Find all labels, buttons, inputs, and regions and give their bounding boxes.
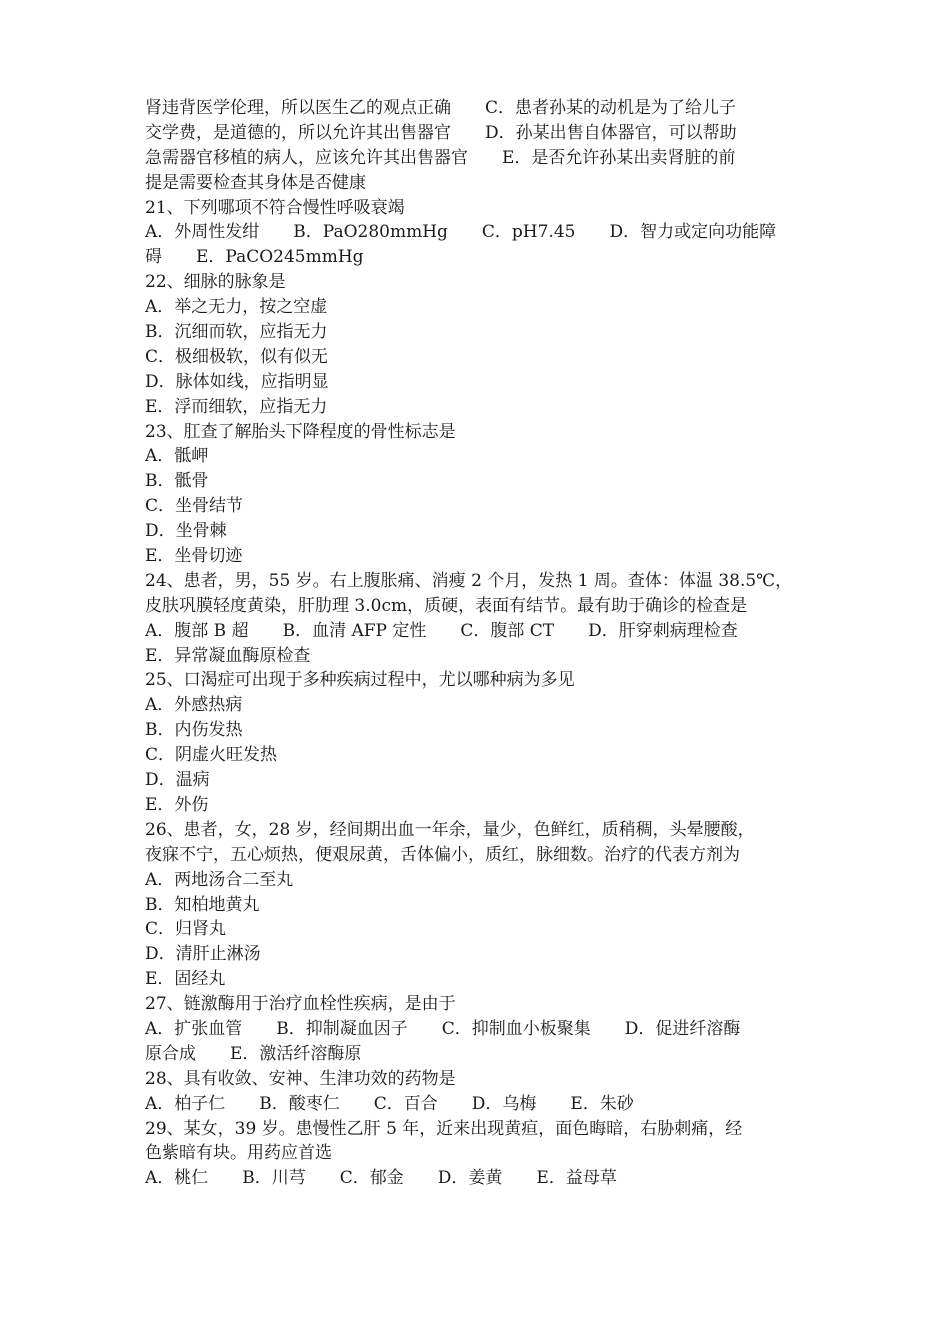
- question-25-stem: 25、口渴症可出现于多种疾病过程中，尤以哪种病为多见: [145, 670, 575, 691]
- text-line: 提是需要检查其身体是否健康: [145, 172, 366, 193]
- question-22-option-e: E．浮而细软，应指无力: [145, 396, 328, 417]
- question-23-option-b: B．骶骨: [145, 471, 209, 492]
- question-22-option-b: B．沉细而软，应指无力: [145, 322, 328, 343]
- question-text-block: [145, 96, 817, 1191]
- question-25-option-c: C．阴虚火旺发热: [145, 745, 278, 766]
- question-24-options: E．异常凝血酶原检查: [145, 645, 311, 666]
- question-22-option-c: C．极细极软，似有似无: [145, 346, 329, 367]
- question-23-option-a: A．骶岬: [145, 446, 209, 467]
- question-25-option-e: E．外伤: [145, 794, 209, 815]
- question-28-options: A．柏子仁 B．酸枣仁 C．百合 D．乌梅 E．朱砂: [145, 1093, 634, 1114]
- question-24-stem: 皮肤巩膜轻度黄染，肝肋理 3.0cm，质硬，表面有结节。最有助于确诊的检查是: [145, 595, 748, 616]
- question-26-option-a: A．两地汤合二至丸: [145, 869, 294, 890]
- question-23-option-d: D．坐骨棘: [145, 521, 227, 542]
- question-22-option-d: D．脉体如线，应指明显: [145, 371, 329, 392]
- text-line: 交学费，是道德的，所以允许其出售器官 D．孙某出售自体器官，可以帮助: [145, 122, 737, 143]
- question-26-option-b: B．知柏地黄丸: [145, 894, 260, 915]
- question-26-option-d: D．清肝止淋汤: [145, 944, 261, 965]
- question-25-option-a: A．外感热病: [145, 695, 243, 716]
- question-29-stem: 色紫暗有块。用药应首选: [145, 1143, 332, 1164]
- question-27-stem: 27、链激酶用于治疗血栓性疾病，是由于: [145, 994, 456, 1015]
- question-23-option-e: E．坐骨切迹: [145, 546, 243, 567]
- question-23-stem: 23、肛查了解胎头下降程度的骨性标志是: [145, 421, 456, 442]
- question-23-option-c: C．坐骨结节: [145, 496, 244, 517]
- question-21-options: A．外周性发绀 B．PaO280mmHg C．pH7.45 D．智力或定向功能障: [145, 222, 777, 243]
- question-24-stem: 24、患者，男，55 岁。右上腹胀痛、消瘦 2 个月，发热 1 周。查体：体温 38.5℃，: [145, 570, 793, 591]
- question-22-stem: 22、细脉的脉象是: [145, 272, 286, 293]
- question-29-options: A．桃仁 B．川芎 C．郁金 D．姜黄 E．益母草: [145, 1168, 617, 1189]
- question-26-stem: 夜寐不宁，五心烦热，便艰尿黄，舌体偏小，质红，脉细数。治疗的代表方剂为: [145, 844, 740, 865]
- question-27-options: A．扩张血管 B．抑制凝血因子 C．抑制血小板聚集 D．促进纤溶酶: [145, 1018, 741, 1039]
- question-27-options: 原合成 E．激活纤溶酶原: [145, 1043, 362, 1064]
- question-26-stem: 26、患者，女，28 岁，经间期出血一年余，量少，色鲜红，质稍稠，头晕腰酸，: [145, 819, 755, 840]
- question-26-option-c: C．归肾丸: [145, 919, 227, 940]
- text-line: 急需器官移植的病人，应该允许其出售器官 E．是否允许孙某出卖肾脏的前: [145, 147, 736, 168]
- question-22-option-a: A．举之无力，按之空虚: [145, 297, 328, 318]
- question-29-stem: 29、某女，39 岁。患慢性乙肝 5 年，近来出现黄疸，面色晦暗，右胁刺痛，经: [145, 1118, 743, 1139]
- text-line: 肾违背医学伦理，所以医生乙的观点正确 C．患者孙某的动机是为了给儿子: [145, 98, 737, 118]
- question-26-option-e: E．固经丸: [145, 969, 226, 990]
- question-25-option-b: B．内伤发热: [145, 720, 243, 741]
- question-24-options: A．腹部 B 超 B．血清 AFP 定性 C．腹部 CT D．肝穿刺病理检查: [145, 620, 738, 641]
- question-21-stem: 21、下列哪项不符合慢性呼吸衰竭: [145, 197, 405, 218]
- question-28-stem: 28、具有收敛、安神、生津功效的药物是: [145, 1068, 456, 1089]
- question-21-options: 碍 E．PaCO245mmHg: [145, 247, 364, 268]
- question-25-option-d: D．温病: [145, 770, 210, 791]
